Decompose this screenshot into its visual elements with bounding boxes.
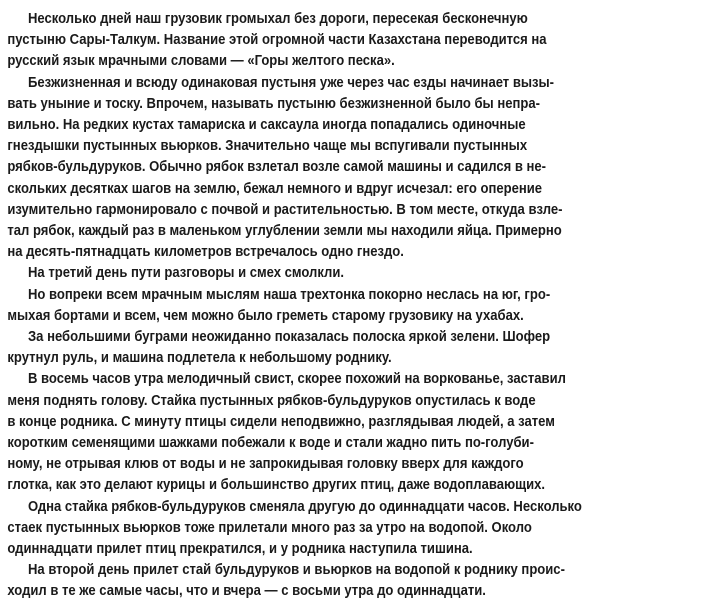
text-line: вильно. На редких кустах тамариска и саксаула иногда попадались одиночные [7, 116, 526, 134]
text-line: скольких десятках шагов на землю, бежал немного и вдруг исчезал: его оперение [7, 179, 543, 197]
text-line: Но вопреки всем мрачным мыслям наша трехтонка покорно неслась на юг, гро- [28, 285, 551, 303]
text-line: изумительно гармонировало с почвой и растительностью. В том месте, откуда взле- [7, 200, 563, 218]
paragraph-6 [7, 368, 707, 495]
paragraph-4 [7, 284, 707, 326]
paragraph-2 [7, 72, 707, 263]
text-line: В восемь часов утра мелодичный свист, скорее похожий на воркованье, заставил [28, 370, 566, 388]
text-line: одиннадцати прилет птиц прекратился, и у родника наступила тишина. [7, 540, 473, 558]
paragraph-3 [28, 262, 707, 283]
text-line: Одна стайка рябков-бульдуруков сменяла другую до одиннадцати часов. Несколько [28, 497, 582, 515]
text-line: ходил в те же самые часы, что и вчера — с восьми утра до одиннадцати. [7, 582, 486, 600]
text-line: Несколько дней наш грузовик громыхал без дороги, пересекая бесконечную [28, 10, 528, 27]
text-line: глотка, как это делают курицы и большинство других птиц, даже водоплавающих. [7, 476, 546, 494]
text-line: Безжизненная и всюду одинаковая пустыня уже через час езды начинает вызы- [28, 73, 555, 91]
text-line: За небольшими буграми неожиданно показалась полоска яркой зелени. Шофер [28, 328, 551, 346]
body-text [7, 8, 707, 602]
text-line: мыхая бортами и всем, чем можно было греметь старому грузовику на ухабах. [7, 306, 524, 324]
paragraph-7 [7, 496, 707, 560]
paragraph-8 [7, 559, 707, 601]
text-line: стаек пустынных вьюрков тоже прилетали много раз за утро на водопой. Около [7, 518, 532, 536]
text-line: крутнул руль, и машина подлетела к небольшому роднику. [7, 349, 392, 367]
text-line: На третий день пути разговоры и смех смолкли. [28, 264, 345, 282]
text-line: рябков-бульдуруков. Обычно рябок взлетал возле самой машины и садился в не- [7, 158, 547, 176]
text-line: русский язык мрачными словами — «Горы желтого песка». [7, 52, 395, 70]
text-line: пустыню Сары-Талкум. Название этой огромной части Казахстана переводится на [7, 31, 547, 49]
text-line: коротким семенящими шажками побежали к воде и стали жадно пить по-голуби- [7, 434, 534, 452]
paragraph-1 [7, 8, 707, 72]
text-line: меня поднять голову. Стайка пустынных рябков-бульдуруков опустилась к воде [7, 391, 536, 409]
text-line: на десять-пятнадцать километров встречалось одно гнездо. [7, 243, 404, 261]
text-line: тал рябок, каждый раз в маленьком углублении земли мы находили яйца. Примерно [7, 222, 562, 240]
paragraph-5 [7, 326, 707, 368]
text-line: в конце родника. С минуту птицы сидели неподвижно, разглядывая людей, а затем [7, 412, 555, 430]
text-line: вать уныние и тоску. Впрочем, называть пустыню безжизненной было бы непра- [7, 94, 540, 112]
text-line: На второй день прилет стай бульдуруков и вьюрков на водопой к роднику проис- [28, 561, 565, 579]
text-line: ному, не отрывая клюв от воды и не запрокидывая головку вверх для каждого [7, 455, 524, 473]
text-line: гнездышки пустынных вьюрков. Значительно чаще мы вспугивали пустынных [7, 137, 528, 155]
